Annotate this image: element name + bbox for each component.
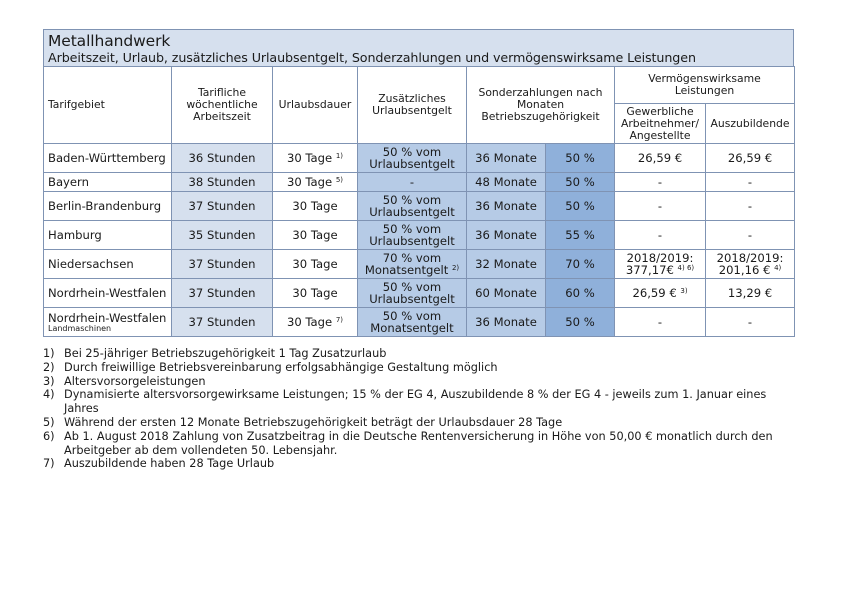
cell-arbeitszeit: 37 Stunden — [172, 308, 273, 337]
footnote-number: 7) — [43, 457, 55, 471]
region-sublabel: Landmaschinen — [48, 323, 112, 333]
cell-monate: 36 Monate — [467, 221, 546, 250]
page-subtitle: Arbeitszeit, Urlaub, zusätzliches Urlaubsentgelt, Sonderzahlungen und vermögenswirksame Leistungen — [48, 50, 696, 65]
cell-urlaubsentgelt: 50 % vom Urlaubsentgelt — [358, 221, 467, 250]
footnotes — [43, 347, 803, 471]
cell-monate: 60 Monate — [467, 279, 546, 308]
cell-urlaubsentgelt: 70 % vom Monatsentgelt $^{2)}$ — [358, 250, 467, 279]
footnote-item — [43, 416, 803, 430]
cell-vwl-azubi: - — [706, 192, 795, 221]
table-row — [44, 192, 795, 221]
table-sheet — [43, 29, 794, 337]
header-vwl: Vermögenswirksame Leistungen — [615, 67, 795, 104]
footnote-text: Während der ersten 12 Monate Betriebszugehörigkeit beträgt der Urlaubsdauer 28 Tage — [64, 415, 563, 429]
cell-tarifgebiet: Niedersachsen — [44, 250, 172, 279]
footnote-number: 1) — [43, 347, 55, 360]
cell-arbeitszeit: 36 Stunden — [172, 144, 273, 173]
header-vwl-azubi: Auszubildende — [706, 104, 795, 144]
cell-tarifgebiet: Nordrhein-Westfalen Landmaschinen — [44, 308, 172, 337]
tarif-table — [43, 66, 795, 337]
footnote-item — [43, 361, 803, 375]
footnote-item — [43, 347, 803, 361]
cell-monate: 32 Monate — [467, 250, 546, 279]
header-tarifgebiet: Tarifgebiet — [44, 67, 172, 144]
header-sonderzahlungen: Sonderzahlungen nach Monaten Betriebszugehörigkeit — [467, 67, 615, 144]
cell-urlaubsentgelt: - — [358, 173, 467, 192]
footnote-text: Bei 25-jähriger Betriebszugehörigkeit 1 Tag Zusatzurlaub — [64, 347, 387, 360]
footnote-number: 4) — [43, 388, 55, 402]
footnote-number: 3) — [43, 374, 55, 388]
table-body — [44, 144, 795, 337]
cell-urlaubsentgelt: 50 % vom Urlaubsentgelt — [358, 144, 467, 173]
cell-monate: 48 Monate — [467, 173, 546, 192]
cell-urlaubsdauer: 30 Tage — [273, 250, 358, 279]
cell-arbeitszeit: 37 Stunden — [172, 192, 273, 221]
cell-vwl-gewerblich: - — [615, 308, 706, 337]
cell-prozent: 50 % — [546, 173, 615, 192]
footnote-item — [43, 388, 803, 416]
cell-urlaubsdauer: 30 Tage $^{5)}$ — [273, 173, 358, 192]
footnote-ref: 2) — [451, 264, 460, 272]
cell-vwl-gewerblich: - — [615, 173, 706, 192]
cell-urlaubsentgelt: 50 % vom Urlaubsentgelt — [358, 192, 467, 221]
cell-tarifgebiet: Berlin-Brandenburg — [44, 192, 172, 221]
cell-prozent: 55 % — [546, 221, 615, 250]
cell-urlaubsdauer: 30 Tage — [273, 279, 358, 308]
cell-urlaubsdauer: 30 Tage $^{7)}$ — [273, 308, 358, 337]
footnote-text: Dynamisierte altersvorsorgewirksame Leistungen; 15 % der EG 4, Auszubildende 8 % der EG 4 - jeweils zum 1. Januar eines Jahres — [64, 388, 767, 416]
cell-prozent: 50 % — [546, 144, 615, 173]
cell-vwl-azubi: - — [706, 221, 795, 250]
cell-vwl-gewerblich: 2018/2019: 377,17€ $^{4) 6)}$ — [615, 250, 706, 279]
footnote-number: 6) — [43, 429, 55, 443]
cell-urlaubsdauer: 30 Tage $^{1)}$ — [273, 144, 358, 173]
cell-urlaubsdauer: 30 Tage — [273, 221, 358, 250]
cell-vwl-azubi: 13,29 € — [706, 279, 795, 308]
cell-tarifgebiet: Hamburg — [44, 221, 172, 250]
footnote-item — [43, 457, 803, 471]
header-arbeitszeit: Tarifliche wöchentliche Arbeitszeit — [172, 67, 273, 144]
footnote-ref: 4) 6) — [677, 264, 695, 272]
table-row — [44, 221, 795, 250]
cell-monate: 36 Monate — [467, 144, 546, 173]
cell-prozent: 50 % — [546, 192, 615, 221]
table-row — [44, 144, 795, 173]
cell-tarifgebiet: Nordrhein-Westfalen — [44, 279, 172, 308]
footnote-ref: 1) — [335, 152, 344, 160]
cell-prozent: 50 % — [546, 308, 615, 337]
cell-prozent: 70 % — [546, 250, 615, 279]
footnote-item — [43, 430, 803, 458]
cell-monate: 36 Monate — [467, 192, 546, 221]
footnote-text: Ab 1. August 2018 Zahlung von Zusatzbeitrag in die Deutsche Rentenversicherung in Höhe von 50,00 € monatlich durch den Arbeitgeber ab dem vollendeten 50. Lebensjahr. — [64, 429, 773, 457]
header-urlaubsentgelt: Zusätzliches Urlaubsentgelt — [358, 67, 467, 144]
footnote-ref: 4) — [774, 264, 782, 272]
footnote-ref: 3) — [680, 287, 688, 295]
footnote-text: Durch freiwillige Betriebsvereinbarung erfolgsabhängige Gestaltung möglich — [64, 360, 498, 374]
header-urlaubsdauer: Urlaubsdauer — [273, 67, 358, 144]
footnote-item — [43, 375, 803, 389]
table-row — [44, 250, 795, 279]
cell-prozent: 60 % — [546, 279, 615, 308]
cell-arbeitszeit: 35 Stunden — [172, 221, 273, 250]
cell-vwl-azubi: 26,59 € — [706, 144, 795, 173]
cell-arbeitszeit: 38 Stunden — [172, 173, 273, 192]
cell-tarifgebiet: Bayern — [44, 173, 172, 192]
cell-urlaubsdauer: 30 Tage — [273, 192, 358, 221]
footnote-text: Altersvorsorgeleistungen — [64, 374, 206, 388]
table-row — [44, 308, 795, 337]
cell-tarifgebiet: Baden-Württemberg — [44, 144, 172, 173]
cell-vwl-gewerblich: 26,59 € $^{3)}$ — [615, 279, 706, 308]
cell-urlaubsentgelt: 50 % vom Monatsentgelt — [358, 308, 467, 337]
footnote-ref: 5) — [335, 176, 344, 184]
cell-arbeitszeit: 37 Stunden — [172, 279, 273, 308]
cell-vwl-gewerblich: 26,59 € — [615, 144, 706, 173]
cell-monate: 36 Monate — [467, 308, 546, 337]
page-title: Metallhandwerk — [48, 32, 171, 50]
footnote-number: 5) — [43, 415, 55, 429]
cell-vwl-azubi: - — [706, 173, 795, 192]
cell-vwl-gewerblich: - — [615, 221, 706, 250]
table-row — [44, 279, 795, 308]
cell-vwl-azubi: 2018/2019: 201,16 € $^{4)}$ — [706, 250, 795, 279]
cell-urlaubsentgelt: 50 % vom Urlaubsentgelt — [358, 279, 467, 308]
footnote-ref: 7) — [335, 316, 344, 324]
cell-vwl-azubi: - — [706, 308, 795, 337]
title-box — [43, 29, 794, 66]
cell-arbeitszeit: 37 Stunden — [172, 250, 273, 279]
cell-vwl-gewerblich: - — [615, 192, 706, 221]
table-row — [44, 173, 795, 192]
header-vwl-gewerblich: Gewerbliche Arbeitnehmer/ Angestellte — [615, 104, 706, 144]
footnote-number: 2) — [43, 360, 55, 374]
footnote-text: Auszubildende haben 28 Tage Urlaub — [64, 457, 275, 471]
